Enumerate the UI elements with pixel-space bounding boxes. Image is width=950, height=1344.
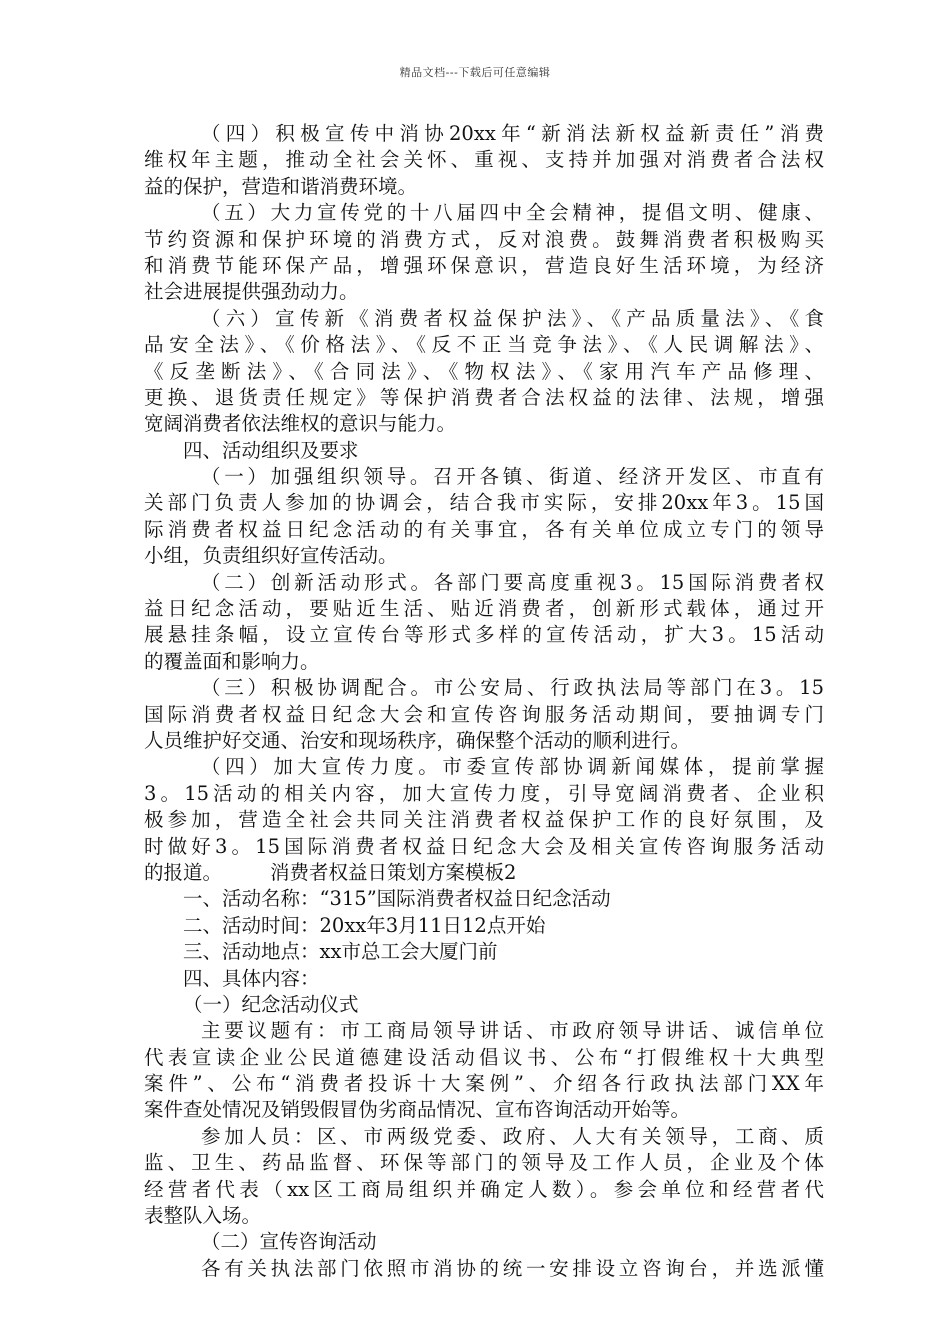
section-heading: 四、活动组织及要求 bbox=[183, 438, 359, 462]
text-line: 表整队入场。 bbox=[144, 1204, 262, 1228]
text-line: 更换、退货责任规定》等保护消费者合法权益的法律、法规，增强 bbox=[144, 385, 824, 409]
text-line: 国际消费者权益日纪念大会和宣传咨询服务活动期间，要抽调专门 bbox=[144, 702, 824, 726]
text-line: 人员维护好交通、治安和现场秩序，确保整个活动的顺利进行。 bbox=[144, 728, 691, 752]
text-line: 一、活动名称：“315”国际消费者权益日纪念活动 bbox=[183, 887, 611, 911]
text-segment: 的报道。 bbox=[144, 860, 223, 884]
text-line: 3。15活动的相关内容，加大宣传力度，引导宽阔消费者、企业积 bbox=[144, 781, 824, 805]
text-line: 代表宣读企业公民道德建设活动倡议书、公布“打假维权十大典型 bbox=[144, 1045, 824, 1069]
text-line: 维权年主题，推动全社会关怀、重视、支持并加强对消费者合法权 bbox=[144, 148, 824, 172]
text-line: 经营者代表（xx区工商局组织并确定人数）。参会单位和经营者代 bbox=[144, 1177, 824, 1201]
text-line: 的覆盖面和影响力。 bbox=[144, 649, 320, 673]
page-header-watermark: 精品文档---下载后可任意编辑 bbox=[399, 66, 551, 79]
text-line: 主要议题有：市工商局领导讲话、市政府领导讲话、诚信单位 bbox=[201, 1019, 824, 1043]
text-line: （一）纪念活动仪式 bbox=[183, 992, 359, 1016]
text-line: 参加人员：区、市两级党委、政府、人大有关领导，工商、质 bbox=[201, 1124, 824, 1148]
text-line: 节约资源和保护环境的消费方式，反对浪费。鼓舞消费者积极购买 bbox=[144, 227, 824, 251]
text-line: （六）宣传新《消费者权益保护法》、《产品质量法》、《食 bbox=[201, 306, 824, 330]
text-line: 关部门负责人参加的协调会，结合我市实际，安排20xx年3。15国 bbox=[144, 491, 824, 515]
text-line: 益日纪念活动，要贴近生活、贴近消费者，创新形式载体，通过开 bbox=[144, 597, 824, 621]
text-line: 案件”、公布“消费者投诉十大案例”、介绍各行政执法部门XX年 bbox=[144, 1072, 824, 1096]
text-line: 极参加，营造全社会共同关注消费者权益保护工作的良好氛围，及 bbox=[144, 808, 824, 832]
document-body bbox=[144, 121, 824, 1282]
text-line: 社会进展提供强劲动力。 bbox=[144, 280, 359, 304]
text-line: 三、活动地点：xx市总工会大厦门前 bbox=[183, 940, 498, 964]
text-line: 各有关执法部门依照市消协的统一安排设立咨询台，并选派懂 bbox=[201, 1256, 824, 1280]
text-line: 展悬挂条幅，设立宣传台等形式多样的宣传活动，扩大3。15活动 bbox=[144, 623, 824, 647]
text-line: （四）加大宣传力度。市委宣传部协调新闻媒体，提前掌握 bbox=[201, 755, 824, 779]
text-line: （二）宣传咨询活动 bbox=[201, 1230, 377, 1254]
text-line: 和消费节能环保产品，增强环保意识，营造良好生活环境，为经济 bbox=[144, 253, 824, 277]
text-line: （二）创新活动形式。各部门要高度重视3。15国际消费者权 bbox=[201, 570, 824, 594]
text-line: 案件查处情况及销毁假冒伪劣商品情况、宣布咨询活动开始等。 bbox=[144, 1098, 691, 1122]
text-line bbox=[144, 860, 824, 886]
text-line: 二、活动时间：20xx年3月11日12点开始 bbox=[183, 913, 546, 937]
text-line: 小组，负责组织好宣传活动。 bbox=[144, 544, 398, 568]
text-line: （五）大力宣传党的十八届四中全会精神，提倡文明、健康、 bbox=[201, 201, 824, 225]
text-line: 四、具体内容： bbox=[183, 966, 320, 990]
text-line: 时做好3。15国际消费者权益日纪念大会及相关宣传咨询服务活动 bbox=[144, 834, 824, 858]
template-title: 消费者权益日策划方案模板2 bbox=[270, 860, 517, 884]
text-line: 际消费者权益日纪念活动的有关事宜，各有关单位成立专门的领导 bbox=[144, 517, 824, 541]
text-line: 品安全法》、《价格法》、《反不正当竞争法》、《人民调解法》、 bbox=[144, 333, 824, 357]
text-line: 宽阔消费者依法维权的意识与能力。 bbox=[144, 412, 457, 436]
text-line: 监、卫生、药品监督、环保等部门的领导及工作人员，企业及个体 bbox=[144, 1151, 824, 1175]
text-line: 《反垄断法》、《合同法》、《物权法》、《家用汽车产品修理、 bbox=[144, 359, 824, 383]
text-line: 益的保护，营造和谐消费环境。 bbox=[144, 174, 418, 198]
text-line: （三）积极协调配合。市公安局、行政执法局等部门在3。15 bbox=[201, 676, 824, 700]
text-line: （一）加强组织领导。召开各镇、街道、经济开发区、市直有 bbox=[201, 465, 824, 489]
text-line: （四）积极宣传中消协20xx年“新消法新权益新责任”消费 bbox=[201, 122, 824, 145]
